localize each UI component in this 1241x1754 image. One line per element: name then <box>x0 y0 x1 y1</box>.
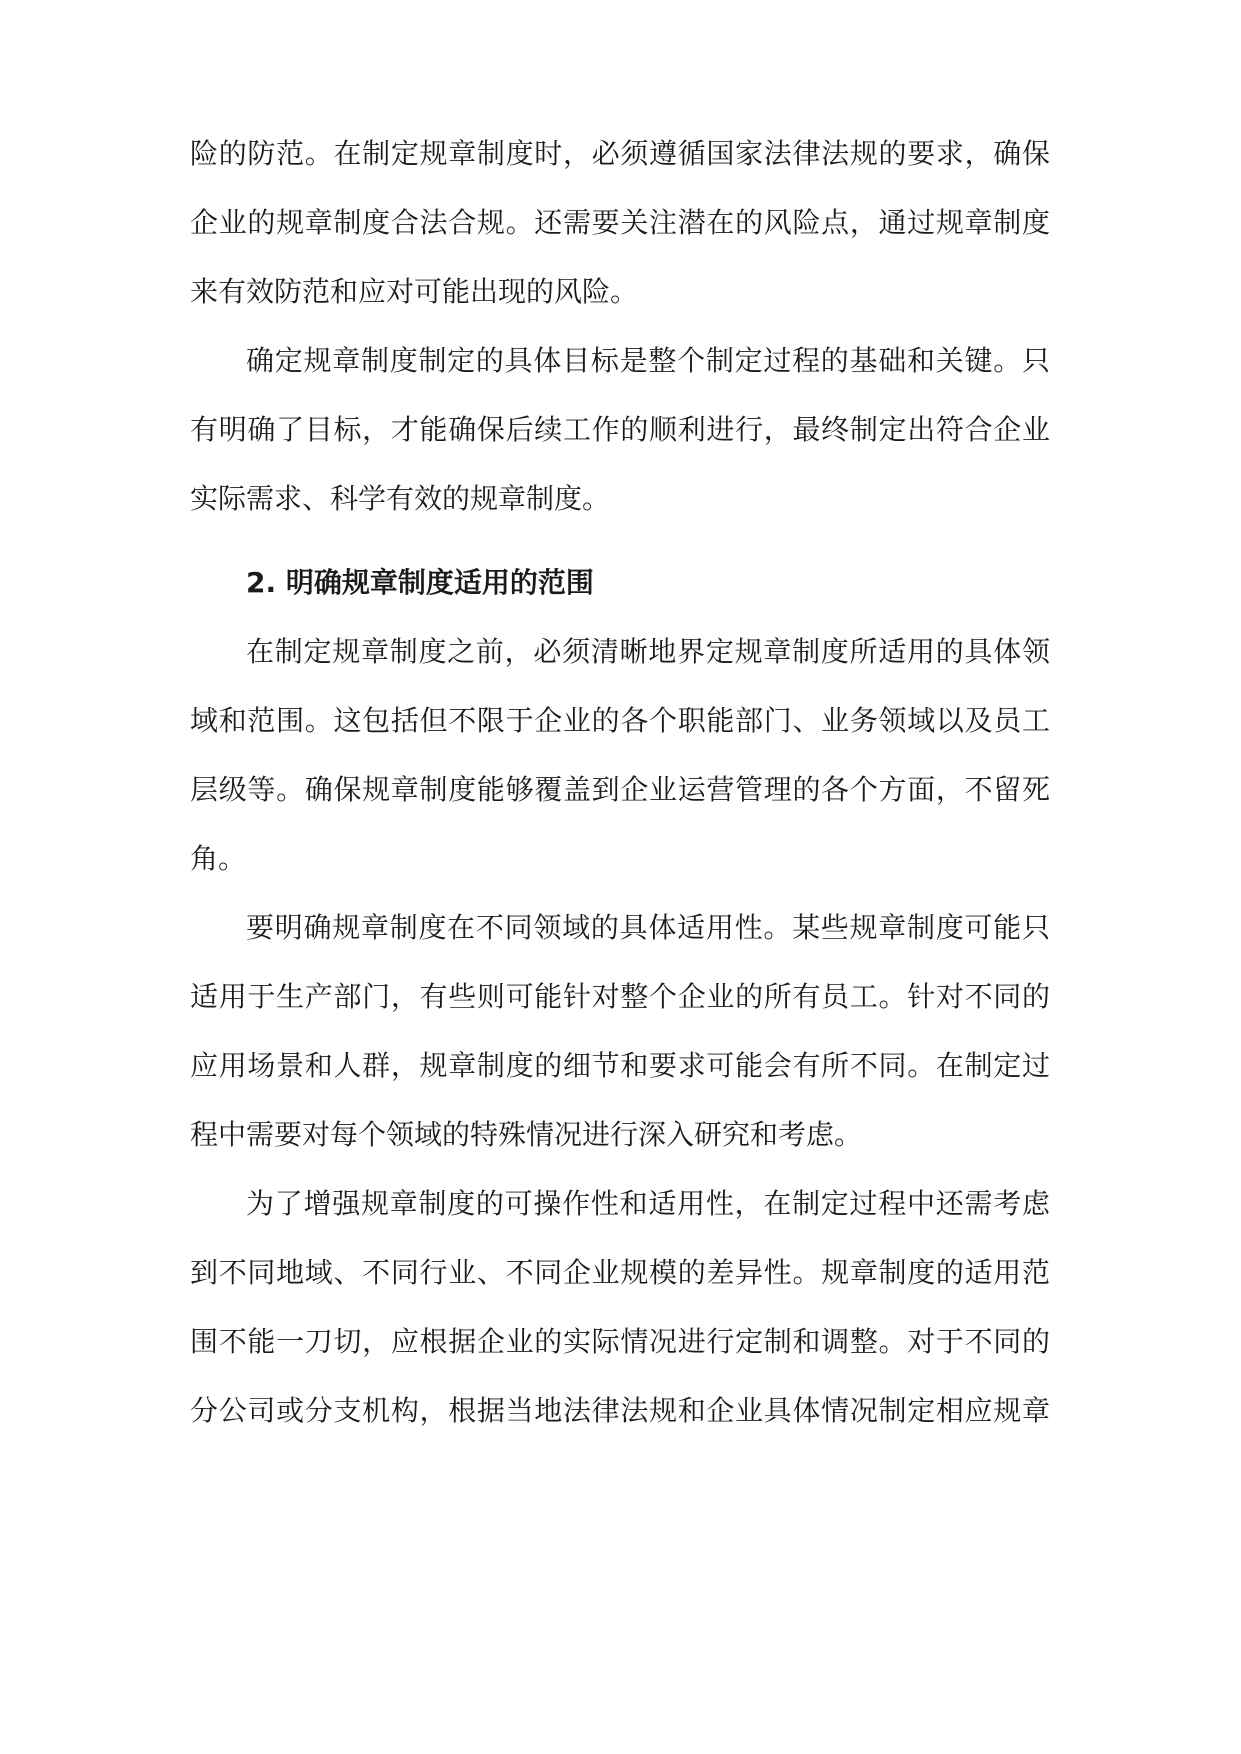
paragraph-line: 角。 <box>190 842 247 875</box>
paragraph-line: 确定规章制度制定的具体目标是整个制定过程的基础和关键。只 <box>246 344 1050 377</box>
paragraph-line: 程中需要对每个领域的特殊情况进行深入研究和考虑。 <box>190 1118 863 1151</box>
paragraph-line: 域和范围。这包括但不限于企业的各个职能部门、业务领域以及员工 <box>190 704 1050 737</box>
paragraph-line: 企业的规章制度合法合规。还需要关注潜在的风险点，通过规章制度 <box>190 206 1050 239</box>
paragraph-line: 为了增强规章制度的可操作性和适用性，在制定过程中还需考虑 <box>246 1187 1050 1220</box>
paragraph-line: 到不同地域、不同行业、不同企业规模的差异性。规章制度的适用范 <box>190 1256 1050 1289</box>
paragraph-line: 围不能一刀切，应根据企业的实际情况进行定制和调整。对于不同的 <box>190 1325 1050 1358</box>
paragraph-line: 有明确了目标，才能确保后续工作的顺利进行，最终制定出符合企业 <box>190 413 1050 446</box>
paragraph-line: 在制定规章制度之前，必须清晰地界定规章制度所适用的具体领 <box>246 635 1050 668</box>
paragraph-line: 实际需求、科学有效的规章制度。 <box>190 482 611 515</box>
section-heading: 2. 明确规章制度适用的范围 <box>246 566 594 599</box>
paragraph-line: 分公司或分支机构，根据当地法律法规和企业具体情况制定相应规章 <box>190 1394 1050 1427</box>
paragraph-line: 要明确规章制度在不同领域的具体适用性。某些规章制度可能只 <box>246 911 1050 944</box>
paragraph-line: 来有效防范和应对可能出现的风险。 <box>190 275 639 308</box>
paragraph-line: 应用场景和人群，规章制度的细节和要求可能会有所不同。在制定过 <box>190 1049 1050 1082</box>
paragraph-line: 险的防范。在制定规章制度时，必须遵循国家法律法规的要求，确保 <box>190 137 1050 170</box>
paragraph-line: 适用于生产部门，有些则可能针对整个企业的所有员工。针对不同的 <box>190 980 1050 1013</box>
paragraph-line: 层级等。确保规章制度能够覆盖到企业运营管理的各个方面，不留死 <box>190 773 1050 806</box>
